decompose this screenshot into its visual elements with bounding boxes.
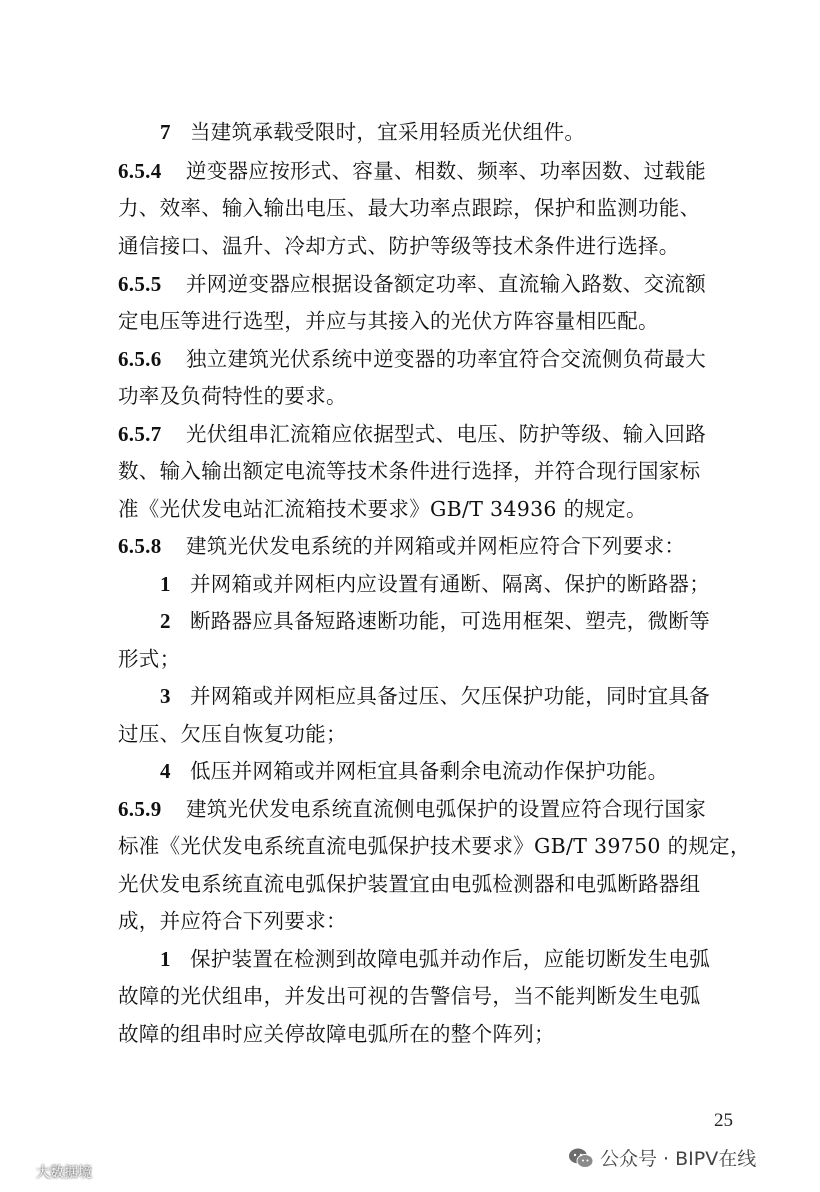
item-line — [160, 566, 710, 602]
text-line — [118, 978, 700, 1014]
page-number: 25 — [714, 1110, 733, 1131]
line-text: 故障的组串时应关停故障电弧所在的整个阵列； — [118, 1022, 555, 1046]
line-text: 建筑光伏发电系统直流侧电弧保护的设置应符合现行国家 — [186, 797, 706, 821]
text-line — [118, 190, 700, 226]
clause-number: 6.5.8 — [118, 534, 162, 558]
line-text: 低压并网箱或并网柜宜具备剩余电流动作保护功能。 — [190, 759, 669, 783]
line-text: 光伏发电系统直流电弧保护装置宜由电弧检测器和电弧断路器组 — [118, 872, 701, 896]
line-text: 标准《光伏发电系统直流电弧保护技术要求》GB/T 39750 的规定， — [118, 834, 751, 858]
clause-number: 6.5.4 — [118, 159, 162, 183]
text-line — [118, 828, 751, 864]
line-text: 并网逆变器应根据设备额定功率、直流输入路数、交流额 — [186, 272, 706, 296]
clause-number: 6.5.6 — [118, 347, 162, 371]
item-number: 3 — [160, 684, 171, 708]
line-text: 并网箱或并网柜应具备过压、欠压保护功能，同时宜具备 — [190, 684, 710, 708]
item-number: 7 — [160, 120, 171, 144]
line-text: 准《光伏发电站汇流箱技术要求》GB/T 34936 的规定。 — [118, 497, 647, 521]
line-text: 力、效率、输入输出电压、最大功率点跟踪，保护和监测功能、 — [118, 196, 701, 220]
clause-line — [118, 528, 685, 564]
text-line — [118, 716, 347, 752]
item-number: 1 — [160, 947, 171, 971]
line-text: 成，并应符合下列要求： — [118, 909, 347, 933]
clause-line — [118, 791, 706, 827]
clause-line — [118, 341, 706, 377]
line-text: 通信接口、温升、冷却方式、防护等级等技术条件进行选择。 — [118, 234, 680, 258]
line-text: 过压、欠压自恢复功能； — [118, 722, 347, 746]
line-text: 定电压等进行选型，并应与其接入的光伏方阵容量相匹配。 — [118, 309, 659, 333]
line-text: 光伏组串汇流箱应依据型式、电压、防护等级、输入回路 — [186, 422, 706, 446]
clause-line — [118, 266, 706, 302]
line-text: 保护装置在检测到故障电弧并动作后，应能切断发生电弧 — [190, 947, 710, 971]
text-line — [118, 228, 680, 264]
wechat-watermark — [568, 1144, 756, 1171]
item-line — [160, 603, 710, 639]
weibo-icon — [4, 1163, 32, 1181]
watermark-text: 大数据境 — [36, 1165, 92, 1181]
clause-number: 6.5.5 — [118, 272, 162, 296]
text-line — [118, 491, 647, 527]
line-text: 断路器应具备短路速断功能，可选用框架、塑壳，微断等 — [190, 609, 710, 633]
text-line — [118, 866, 700, 902]
clause-line — [118, 416, 706, 452]
item-line — [160, 678, 710, 714]
item-line — [160, 941, 710, 977]
corner-watermark — [4, 1162, 92, 1182]
line-text: 故障的光伏组串，并发出可视的告警信号，当不能判断发生电弧 — [118, 984, 701, 1008]
text-line — [118, 903, 347, 939]
line-text: 建筑光伏发电系统的并网箱或并网柜应符合下列要求： — [186, 534, 686, 558]
line-text: 逆变器应按形式、容量、相数、频率、功率因数、过载能 — [186, 159, 706, 183]
line-text: 形式； — [118, 647, 181, 671]
text-line — [118, 1016, 555, 1052]
watermark-text: 公众号 · BIPV在线 — [600, 1148, 757, 1170]
text-line — [118, 453, 700, 489]
item-number: 1 — [160, 572, 171, 596]
wechat-icon — [568, 1147, 594, 1169]
item-number: 2 — [160, 609, 171, 633]
item-line — [160, 753, 668, 789]
clause-number: 6.5.9 — [118, 797, 162, 821]
item-number: 4 — [160, 759, 171, 783]
text-line — [118, 641, 180, 677]
item-line — [160, 114, 585, 150]
text-line — [118, 378, 347, 414]
text-line — [118, 303, 659, 339]
line-text: 独立建筑光伏系统中逆变器的功率宜符合交流侧负荷最大 — [186, 347, 706, 371]
line-text: 功率及负荷特性的要求。 — [118, 384, 347, 408]
clause-number: 6.5.7 — [118, 422, 162, 446]
line-text: 数、输入输出额定电流等技术条件进行选择，并符合现行国家标 — [118, 459, 701, 483]
clause-line — [118, 153, 706, 189]
line-text: 并网箱或并网柜内应设置有通断、隔离、保护的断路器； — [190, 572, 710, 596]
line-text: 当建筑承载受限时，宜采用轻质光伏组件。 — [190, 120, 586, 144]
